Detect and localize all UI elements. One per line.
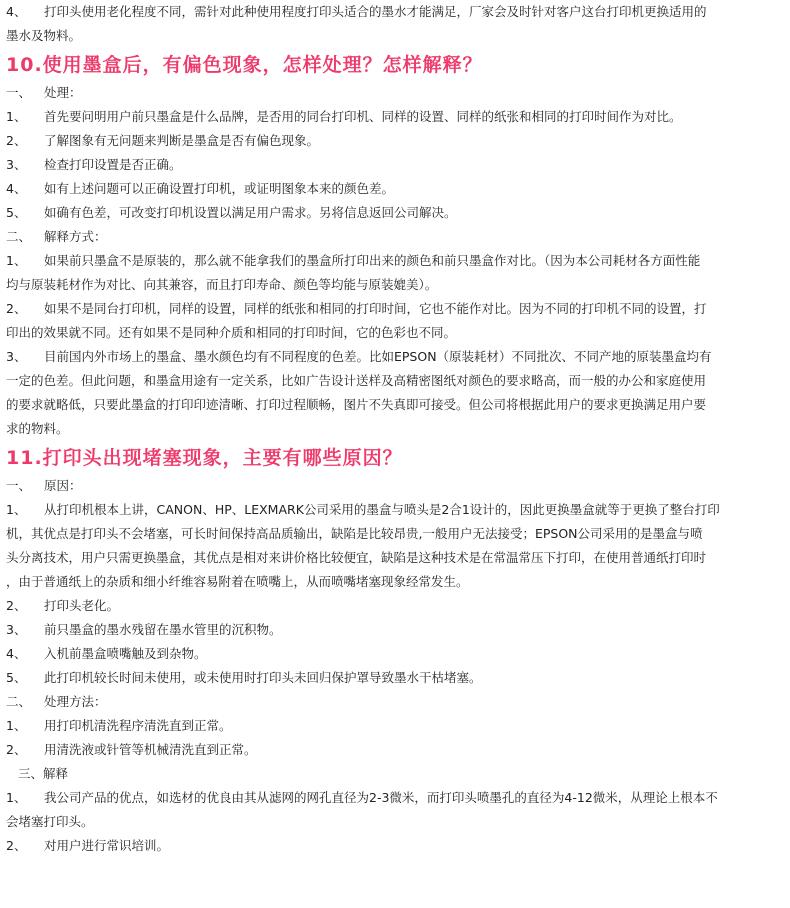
text-line: 印出的效果就不同。还有如果不是同种介质和相同的打印时间，它的色彩也不同。 xyxy=(6,325,457,340)
subheading-causes: 一、 原因： xyxy=(6,478,82,493)
list-item: 2、 了解图象有无问题来判断是墨盒是否有偏色现象。 xyxy=(6,133,320,148)
text-line: 头分离技术，用户只需更换墨盒，其优点是相对来讲价格比较便宜，缺陷是这种技术是在常温常压下打印，在使用普通纸打印时 xyxy=(6,550,707,565)
section-11-heading: 11.打印头出现堵塞现象，主要有哪些原因？ xyxy=(6,447,403,469)
list-item: 1、 首先要问明用户前只墨盒是什么品牌，是否用的同台打印机、同样的设置、同样的纸张和相同的打印时间作为对比。 xyxy=(6,109,682,124)
list-item: 3、 检查打印设置是否正确。 xyxy=(6,157,182,172)
text-line: 均与原装耗材作为对比、向其兼容，而且打印寿命、颜色等均能与原装媲美）。 xyxy=(6,277,438,292)
item-text: 打印头使用老化程度不同，需针对此种使用程度打印头适合的墨水才能满足，厂家会及时针对客户这台打印机更换适用的 xyxy=(44,4,707,19)
list-item: 1、 用打印机清洗程序清洗直到正常。 xyxy=(6,718,232,733)
list-item: 1、 如果前只墨盒不是原装的，那么就不能拿我们的墨盒所打印出来的颜色和前只墨盒作对比。（因为本公司耗材各方面性能 xyxy=(6,253,701,268)
list-item: 2、 用清洗液或针管等机械清洗直到正常。 xyxy=(6,742,257,757)
list-item xyxy=(6,0,784,24)
list-item: 5、 此打印机较长时间未使用，或未使用时打印头未回归保护罩导致墨水干枯堵塞。 xyxy=(6,670,482,685)
section-10-heading: 10.使用墨盒后，有偏色现象，怎样处理？怎样解释？ xyxy=(6,54,483,76)
list-item: 4、 入机前墨盒喷嘴触及到杂物。 xyxy=(6,646,207,661)
item-number: 4、 xyxy=(6,4,27,19)
subheading-methods: 二、 处理方法： xyxy=(6,694,107,709)
list-item: 1、 我公司产品的优点，如选材的优良由其从滤网的网孔直径为2-3微米，而打印头喷墨孔的直径为4-12微米，从理论上根本不 xyxy=(6,790,718,805)
text-line: 的要求就略低，只要此墨盒的打印印迹清晰、打印过程顺畅，图片不失真即可接受。但公司将根据此用户的要求更换满足用户要 xyxy=(6,397,707,412)
text-line: 求的物料。 xyxy=(6,421,69,436)
subheading-explanation-3: 三、解释 xyxy=(18,766,69,781)
text-line: 会堵塞打印头。 xyxy=(6,814,94,829)
subheading-explanation: 二、 解释方式： xyxy=(6,229,107,244)
list-item: 2、 打印头老化。 xyxy=(6,598,120,613)
list-item: 3、 目前国内外市场上的墨盒、墨水颜色均有不同程度的色差。比如EPSON（原装耗材）不同批次、不同产地的原装墨盒均有 xyxy=(6,349,712,364)
text-line: 一定的色差。但此问题，和墨盒用途有一定关系，比如广告设计送样及高精密图纸对颜色的要求略高，而一般的办公和家庭使用 xyxy=(6,373,707,388)
list-item: 2、 对用户进行常识培训。 xyxy=(6,838,170,853)
list-item: 3、 前只墨盒的墨水残留在墨水管里的沉积物。 xyxy=(6,622,282,637)
list-item: 2、 如果不是同台打印机，同样的设置，同样的纸张和相同的打印时间，它也不能作对比。因为不同的打印机不同的设置，打 xyxy=(6,301,707,316)
list-item: 5、 如确有色差，可改变打印机设置以满足用户需求。另将信息返回公司解决。 xyxy=(6,205,457,220)
list-item: 1、 从打印机根本上讲，CANON、HP、LEXMARK公司采用的墨盒与喷头是2合1设计的，因此更换墨盒就等于更换了整台打印 xyxy=(6,502,720,517)
text-line: 机，其优点是打印头不会堵塞，可长时间保持高品质输出，缺陷是比较昂贵,一般用户无法接受；EPSON公司采用的是墨盒与喷 xyxy=(6,526,703,541)
list-item: 4、 如有上述问题可以正确设置打印机，或证明图象本来的颜色差。 xyxy=(6,181,395,196)
text-line: 墨水及物料。 xyxy=(6,28,82,43)
subheading-handling: 一、 处理： xyxy=(6,85,82,100)
text-line: ，由于普通纸上的杂质和细小纤维容易附着在喷嘴上，从而喷嘴堵塞现象经常发生。 xyxy=(6,574,469,589)
